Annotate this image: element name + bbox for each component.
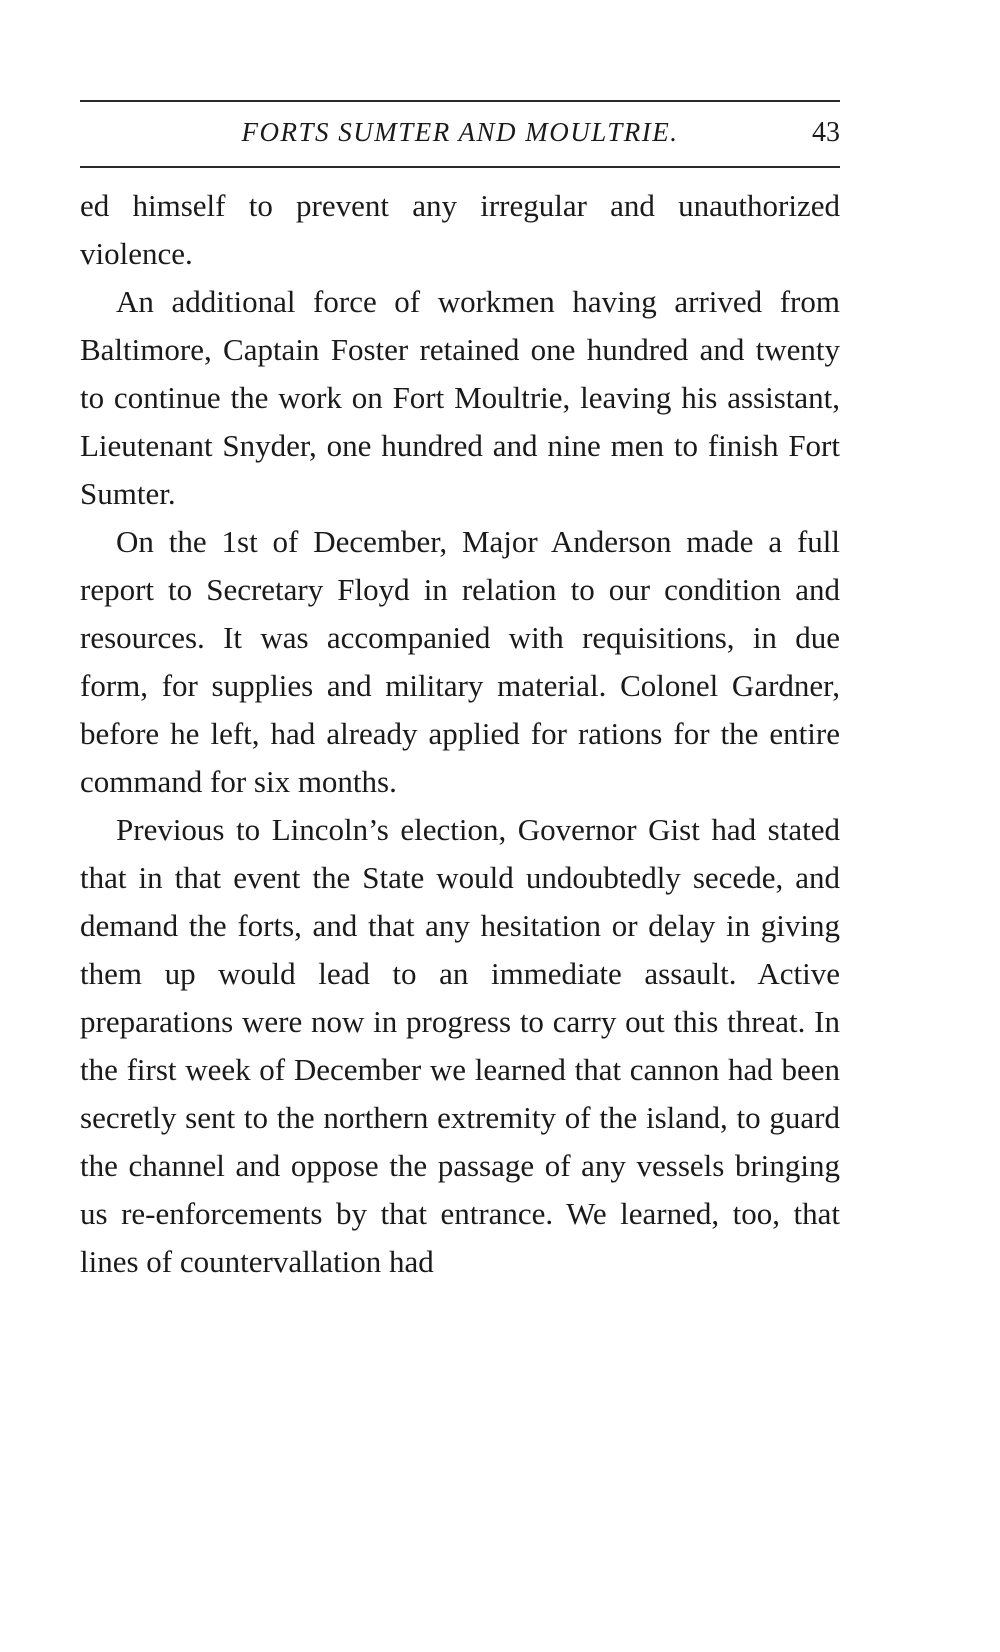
- page-number: 43: [812, 117, 840, 148]
- running-title: FORTS SUMTER AND MOULTRIE.: [241, 117, 679, 147]
- paragraph: Previous to Lincoln’s election, Governor Gist had stated that in that event the State would undoubtedly secede, and demand the forts, and that any hesitation or delay in giving them up would lead to an immediate assault. Active preparations were now in progress to carry out this threat. In the first week of December we learned that cannon had been secretly sent to the northern extremity of the island, to guard the channel and oppose the passage of any vessels bringing us re-enforcements by that entrance. We learned, too, that lines of countervallation had: [80, 812, 840, 1279]
- paragraph-continuation: ed himself to prevent any irregular and unauthorized violence.: [80, 188, 840, 271]
- page-header: [80, 102, 840, 166]
- body-text: [80, 182, 840, 1286]
- paragraph: On the 1st of December, Major Anderson made a full report to Secretary Floyd in relation to our condition and resources. It was accompanied with requisitions, in due form, for supplies and military material. Colonel Gardner, before he left, had already applied for rations for the entire command for six months.: [80, 524, 840, 799]
- paragraph: An additional force of workmen having arrived from Baltimore, Captain Foster retained one hundred and twenty to continue the work on Fort Moultrie, leaving his assistant, Lieutenant Snyder, one hundred and nine men to finish Fort Sumter.: [80, 284, 840, 511]
- book-page: [80, 100, 840, 1286]
- header-bottom-rule: [80, 166, 840, 168]
